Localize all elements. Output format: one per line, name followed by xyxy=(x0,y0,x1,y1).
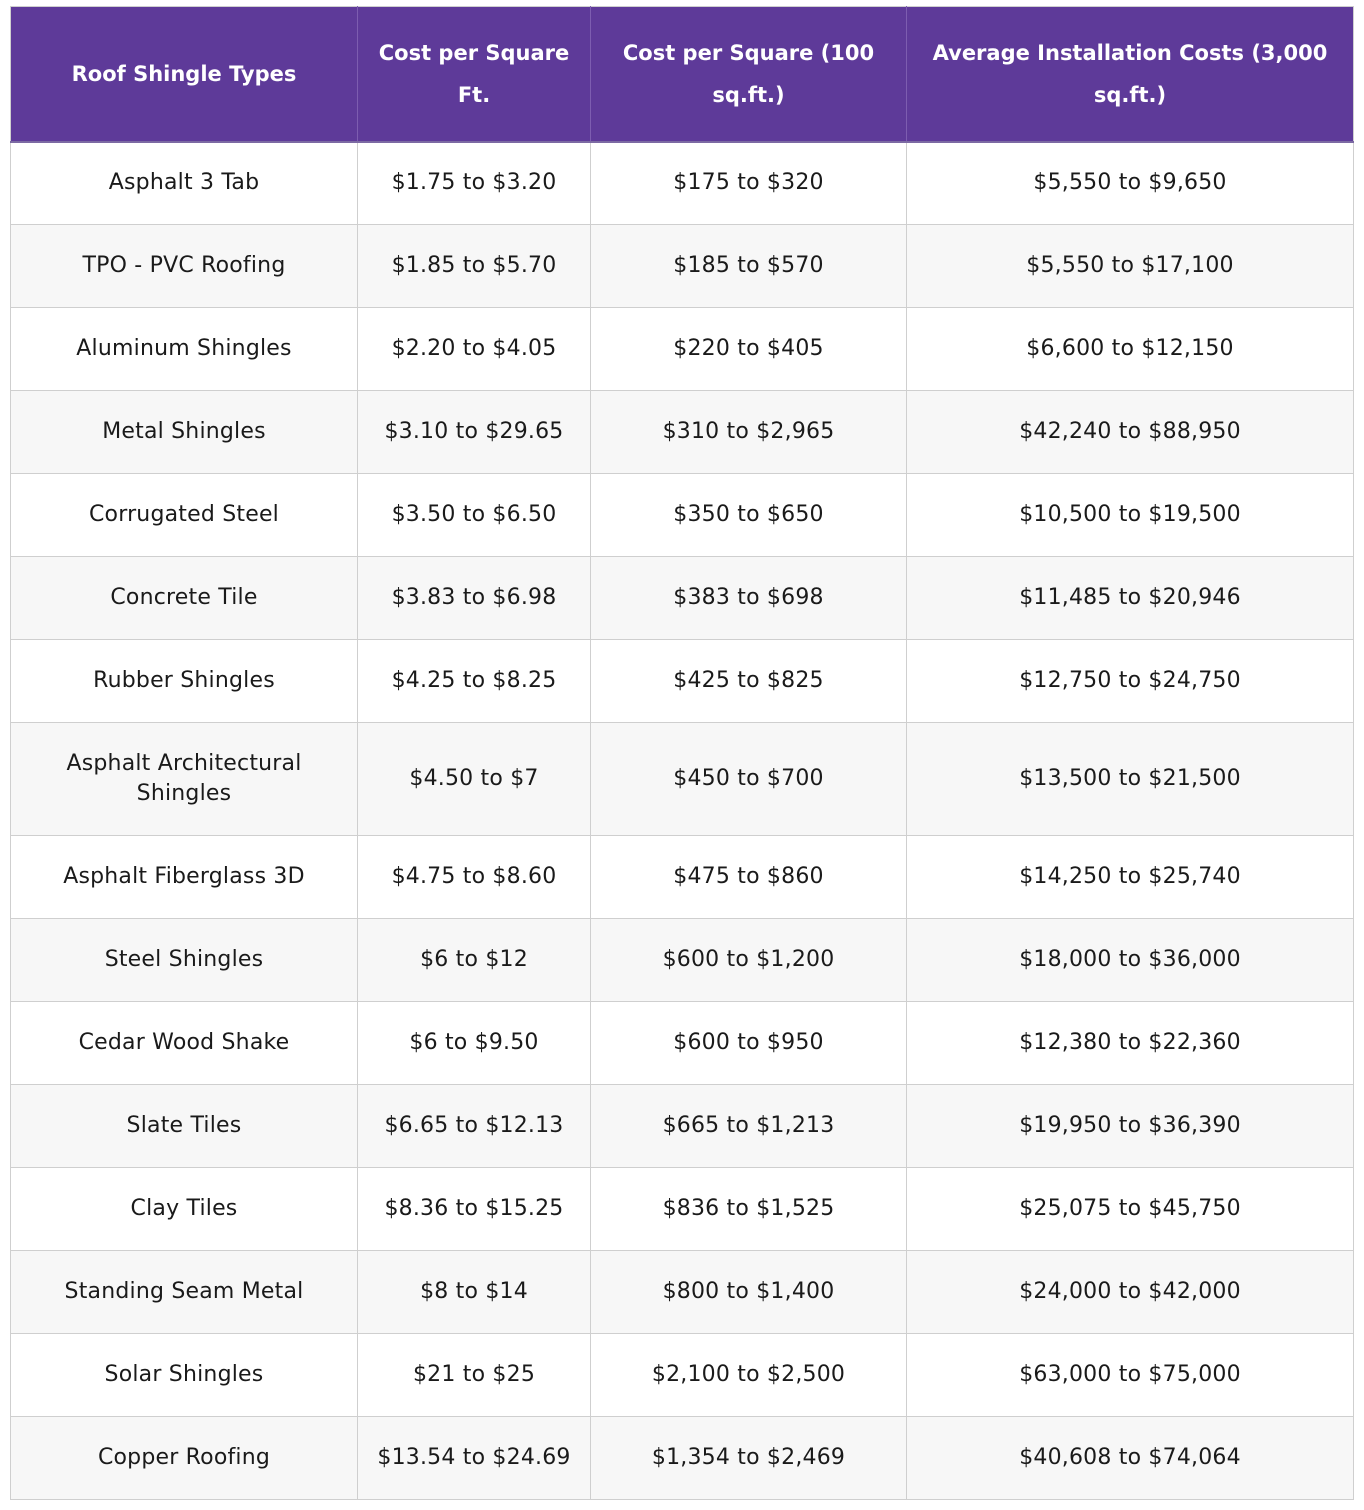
table-row xyxy=(11,1002,1354,1085)
table-row xyxy=(11,1334,1354,1417)
cost-per-sqft-cell: $4.25 to $8.25 xyxy=(358,640,591,723)
cost-per-sqft-cell: $1.85 to $5.70 xyxy=(358,225,591,308)
table-header xyxy=(11,7,1354,142)
cost-per-square-cell: $665 to $1,213 xyxy=(591,1085,907,1168)
table-row xyxy=(11,723,1354,836)
installation-cost-cell: $12,750 to $24,750 xyxy=(907,640,1354,723)
cost-per-square-cell: $350 to $650 xyxy=(591,474,907,557)
table-row xyxy=(11,308,1354,391)
cost-per-sqft-cell: $4.50 to $7 xyxy=(358,723,591,836)
table-row xyxy=(11,1417,1354,1500)
cost-per-square-cell: $425 to $825 xyxy=(591,640,907,723)
installation-cost-cell: $5,550 to $9,650 xyxy=(907,142,1354,225)
cost-per-sqft-cell: $8.36 to $15.25 xyxy=(358,1168,591,1251)
cost-per-square-cell: $836 to $1,525 xyxy=(591,1168,907,1251)
cost-per-square-cell: $475 to $860 xyxy=(591,836,907,919)
cost-per-square-cell: $175 to $320 xyxy=(591,142,907,225)
installation-cost-cell: $10,500 to $19,500 xyxy=(907,474,1354,557)
cost-per-square-cell: $600 to $950 xyxy=(591,1002,907,1085)
header-average-installation-cost: Average Installation Costs (3,000 sq.ft.) xyxy=(907,7,1354,142)
cost-per-sqft-cell: $6 to $9.50 xyxy=(358,1002,591,1085)
shingle-type-cell: Cedar Wood Shake xyxy=(11,1002,358,1085)
header-row xyxy=(11,7,1354,142)
shingle-type-cell: Standing Seam Metal xyxy=(11,1251,358,1334)
shingle-type-cell: Asphalt Fiberglass 3D xyxy=(11,836,358,919)
shingle-type-cell: Aluminum Shingles xyxy=(11,308,358,391)
table-row xyxy=(11,640,1354,723)
table-row xyxy=(11,1168,1354,1251)
installation-cost-cell: $18,000 to $36,000 xyxy=(907,919,1354,1002)
table-row xyxy=(11,474,1354,557)
table-row xyxy=(11,836,1354,919)
shingle-type-cell: Copper Roofing xyxy=(11,1417,358,1500)
cost-per-square-cell: $383 to $698 xyxy=(591,557,907,640)
table-row xyxy=(11,142,1354,225)
cost-per-sqft-cell: $21 to $25 xyxy=(358,1334,591,1417)
installation-cost-cell: $25,075 to $45,750 xyxy=(907,1168,1354,1251)
shingle-type-cell: Concrete Tile xyxy=(11,557,358,640)
cost-per-square-cell: $600 to $1,200 xyxy=(591,919,907,1002)
pricing-table-container xyxy=(10,6,1353,1500)
roof-shingle-cost-table xyxy=(10,6,1354,1500)
shingle-type-cell: Slate Tiles xyxy=(11,1085,358,1168)
shingle-type-cell: Metal Shingles xyxy=(11,391,358,474)
shingle-type-cell: Corrugated Steel xyxy=(11,474,358,557)
cost-per-square-cell: $1,354 to $2,469 xyxy=(591,1417,907,1500)
shingle-type-cell: Asphalt 3 Tab xyxy=(11,142,358,225)
installation-cost-cell: $24,000 to $42,000 xyxy=(907,1251,1354,1334)
cost-per-sqft-cell: $3.83 to $6.98 xyxy=(358,557,591,640)
cost-per-sqft-cell: $3.50 to $6.50 xyxy=(358,474,591,557)
installation-cost-cell: $42,240 to $88,950 xyxy=(907,391,1354,474)
shingle-type-cell: Solar Shingles xyxy=(11,1334,358,1417)
installation-cost-cell: $63,000 to $75,000 xyxy=(907,1334,1354,1417)
cost-per-sqft-cell: $6.65 to $12.13 xyxy=(358,1085,591,1168)
installation-cost-cell: $11,485 to $20,946 xyxy=(907,557,1354,640)
cost-per-sqft-cell: $4.75 to $8.60 xyxy=(358,836,591,919)
header-cost-per-square: Cost per Square (100 sq.ft.) xyxy=(591,7,907,142)
cost-per-square-cell: $800 to $1,400 xyxy=(591,1251,907,1334)
installation-cost-cell: $12,380 to $22,360 xyxy=(907,1002,1354,1085)
cost-per-square-cell: $450 to $700 xyxy=(591,723,907,836)
cost-per-sqft-cell: $6 to $12 xyxy=(358,919,591,1002)
cost-per-sqft-cell: $3.10 to $29.65 xyxy=(358,391,591,474)
installation-cost-cell: $5,550 to $17,100 xyxy=(907,225,1354,308)
shingle-type-cell: Asphalt Architectural Shingles xyxy=(11,723,358,836)
shingle-type-cell: Rubber Shingles xyxy=(11,640,358,723)
installation-cost-cell: $14,250 to $25,740 xyxy=(907,836,1354,919)
shingle-type-cell: TPO - PVC Roofing xyxy=(11,225,358,308)
shingle-type-cell: Steel Shingles xyxy=(11,919,358,1002)
header-shingle-type: Roof Shingle Types xyxy=(11,7,358,142)
table-row xyxy=(11,919,1354,1002)
header-cost-per-sqft: Cost per Square Ft. xyxy=(358,7,591,142)
cost-per-sqft-cell: $8 to $14 xyxy=(358,1251,591,1334)
table-row xyxy=(11,1085,1354,1168)
installation-cost-cell: $19,950 to $36,390 xyxy=(907,1085,1354,1168)
table-row xyxy=(11,1251,1354,1334)
cost-per-sqft-cell: $2.20 to $4.05 xyxy=(358,308,591,391)
table-row xyxy=(11,225,1354,308)
cost-per-square-cell: $220 to $405 xyxy=(591,308,907,391)
installation-cost-cell: $40,608 to $74,064 xyxy=(907,1417,1354,1500)
cost-per-sqft-cell: $13.54 to $24.69 xyxy=(358,1417,591,1500)
table-body xyxy=(11,142,1354,1500)
cost-per-square-cell: $185 to $570 xyxy=(591,225,907,308)
installation-cost-cell: $6,600 to $12,150 xyxy=(907,308,1354,391)
installation-cost-cell: $13,500 to $21,500 xyxy=(907,723,1354,836)
cost-per-sqft-cell: $1.75 to $3.20 xyxy=(358,142,591,225)
table-row xyxy=(11,557,1354,640)
shingle-type-cell: Clay Tiles xyxy=(11,1168,358,1251)
cost-per-square-cell: $310 to $2,965 xyxy=(591,391,907,474)
table-row xyxy=(11,391,1354,474)
cost-per-square-cell: $2,100 to $2,500 xyxy=(591,1334,907,1417)
